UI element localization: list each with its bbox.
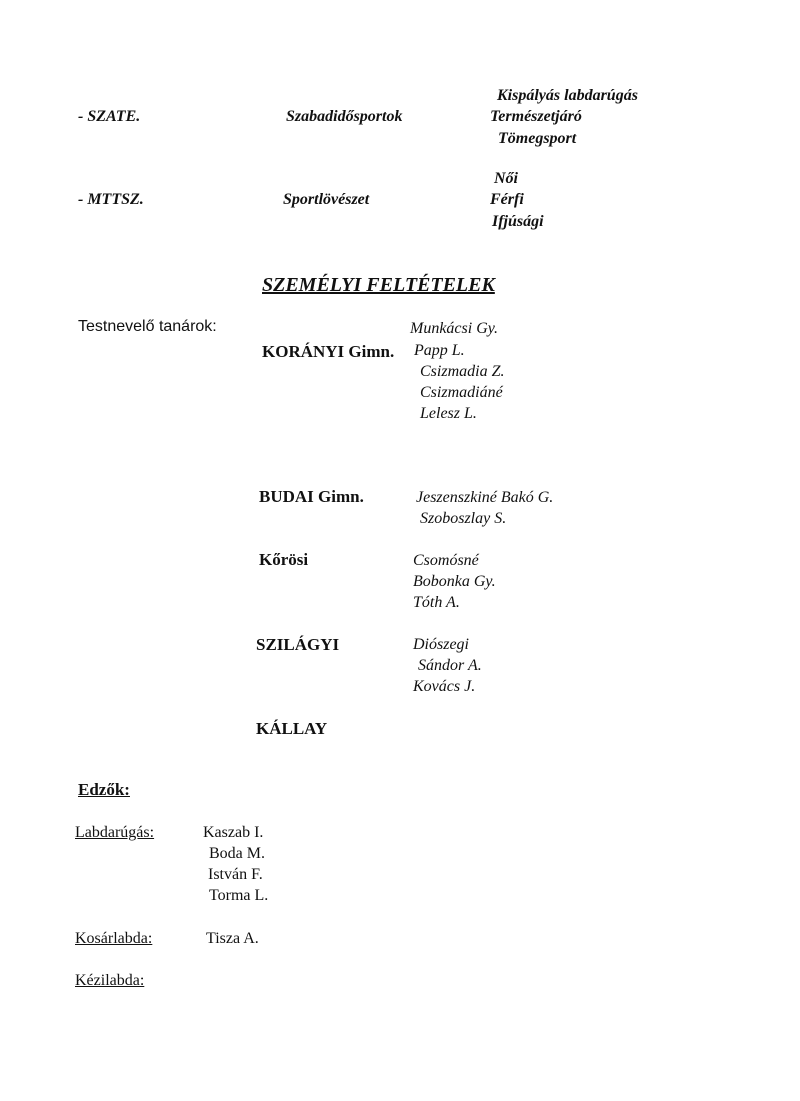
coach-sport-label: Labdarúgás: [75,824,155,841]
category-item: Női [494,170,518,187]
category-item: Ifjúsági [492,213,544,230]
school-name: Kőrösi [259,550,309,569]
teacher-item: Szoboszlay S. [420,510,507,527]
teacher-item: Csomósné [413,552,479,569]
category-item: Természetjáró [490,108,582,125]
category-item: Férfi [490,191,524,208]
teacher-item: Sándor A. [418,657,482,674]
teacher-item: Jeszenszkiné Bakó G. [416,489,554,506]
category-item: Kispályás labdarúgás [497,87,638,104]
coach-item: Tisza A. [206,930,259,947]
branch-sportloveszet: Sportlövészet [283,191,370,208]
section-title: SZEMÉLYI FELTÉTELEK [262,274,495,296]
org-szate: - SZATE. [78,108,141,125]
teacher-item: Csizmadiáné [420,384,503,401]
teachers-label: Testnevelő tanárok: [78,318,217,335]
coaches-heading: Edzők: [78,780,130,799]
category-item: Tömegsport [498,130,577,147]
teacher-item: Bobonka Gy. [413,573,496,590]
teacher-item: Munkácsi Gy. [410,320,498,337]
org-mttsz: - MTTSZ. [78,191,144,208]
teacher-item: Diószegi [413,636,469,653]
coach-sport-label: Kézilabda: [75,972,145,989]
school-name: KÁLLAY [256,719,328,738]
school-name: KORÁNYI Gimn. [262,342,395,361]
coach-item: Kaszab I. [203,824,264,841]
teacher-item: Kovács J. [413,678,476,695]
coach-item: Boda M. [209,845,265,862]
teacher-item: Papp L. [414,342,465,359]
teacher-item: Csizmadia Z. [420,363,505,380]
school-name: SZILÁGYI [256,635,340,654]
school-name: BUDAI Gimn. [259,487,364,506]
teacher-item: Lelesz L. [420,405,477,422]
coach-sport-label: Kosárlabda: [75,930,153,947]
coach-item: István F. [208,866,263,883]
teacher-item: Tóth A. [413,594,460,611]
coach-item: Torma L. [209,887,269,904]
branch-szabadidosportok: Szabadidősportok [286,108,403,125]
